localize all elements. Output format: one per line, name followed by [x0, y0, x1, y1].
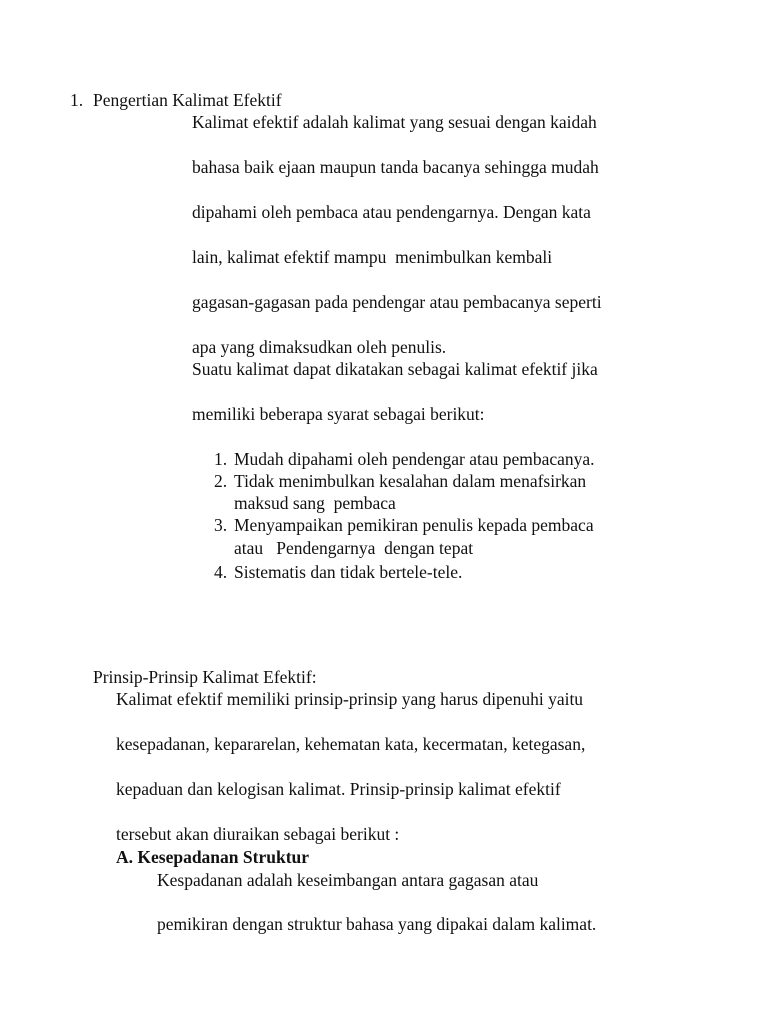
- subsection-a-heading: A. Kesepadanan Struktur: [116, 847, 310, 867]
- section-1-heading: Pengertian Kalimat Efektif: [93, 90, 282, 110]
- list-item-number: 3.: [214, 515, 228, 535]
- paragraph-line: dipahami oleh pembaca atau pendengarnya. Dengan kata: [192, 202, 591, 222]
- list-item-continuation: maksud sang pembaca: [234, 493, 396, 513]
- list-item-number: 2.: [214, 471, 228, 491]
- list-item: Tidak menimbulkan kesalahan dalam menafsirkan: [234, 471, 587, 491]
- paragraph-line: pemikiran dengan struktur bahasa yang dipakai dalam kalimat.: [157, 914, 597, 934]
- list-item: Sistematis dan tidak bertele-tele.: [234, 562, 463, 582]
- paragraph-line: Kalimat efektif adalah kalimat yang sesuai dengan kaidah: [192, 112, 597, 132]
- paragraph-line: Kalimat efektif memiliki prinsip-prinsip yang harus dipenuhi yaitu: [116, 689, 584, 709]
- paragraph-line: Kespadanan adalah keseimbangan antara gagasan atau: [157, 870, 539, 890]
- list-item-number: 1.: [214, 449, 228, 469]
- section-2-heading: Prinsip-Prinsip Kalimat Efektif:: [93, 667, 317, 687]
- section-1-number: 1.: [70, 90, 84, 110]
- list-item-number: 4.: [214, 562, 228, 582]
- paragraph-line: lain, kalimat efektif mampu menimbulkan kembali: [192, 247, 553, 267]
- paragraph-line: kesepadanan, kepararelan, kehematan kata, kecermatan, ketegasan,: [116, 734, 586, 754]
- paragraph-line: memiliki beberapa syarat sebagai berikut:: [192, 404, 485, 424]
- list-item-continuation: atau Pendengarnya dengan tepat: [234, 538, 474, 558]
- list-item: Mudah dipahami oleh pendengar atau pembacanya.: [234, 449, 595, 469]
- paragraph-line: apa yang dimaksudkan oleh penulis.: [192, 337, 447, 357]
- list-item: Menyampaikan pemikiran penulis kepada pembaca: [234, 515, 594, 535]
- paragraph-line: tersebut akan diuraikan sebagai berikut :: [116, 824, 400, 844]
- paragraph-line: bahasa baik ejaan maupun tanda bacanya sehingga mudah: [192, 157, 599, 177]
- paragraph-line: Suatu kalimat dapat dikatakan sebagai kalimat efektif jika: [192, 359, 598, 379]
- paragraph-line: gagasan-gagasan pada pendengar atau pembacanya seperti: [192, 292, 602, 312]
- paragraph-line: kepaduan dan kelogisan kalimat. Prinsip-prinsip kalimat efektif: [116, 779, 561, 799]
